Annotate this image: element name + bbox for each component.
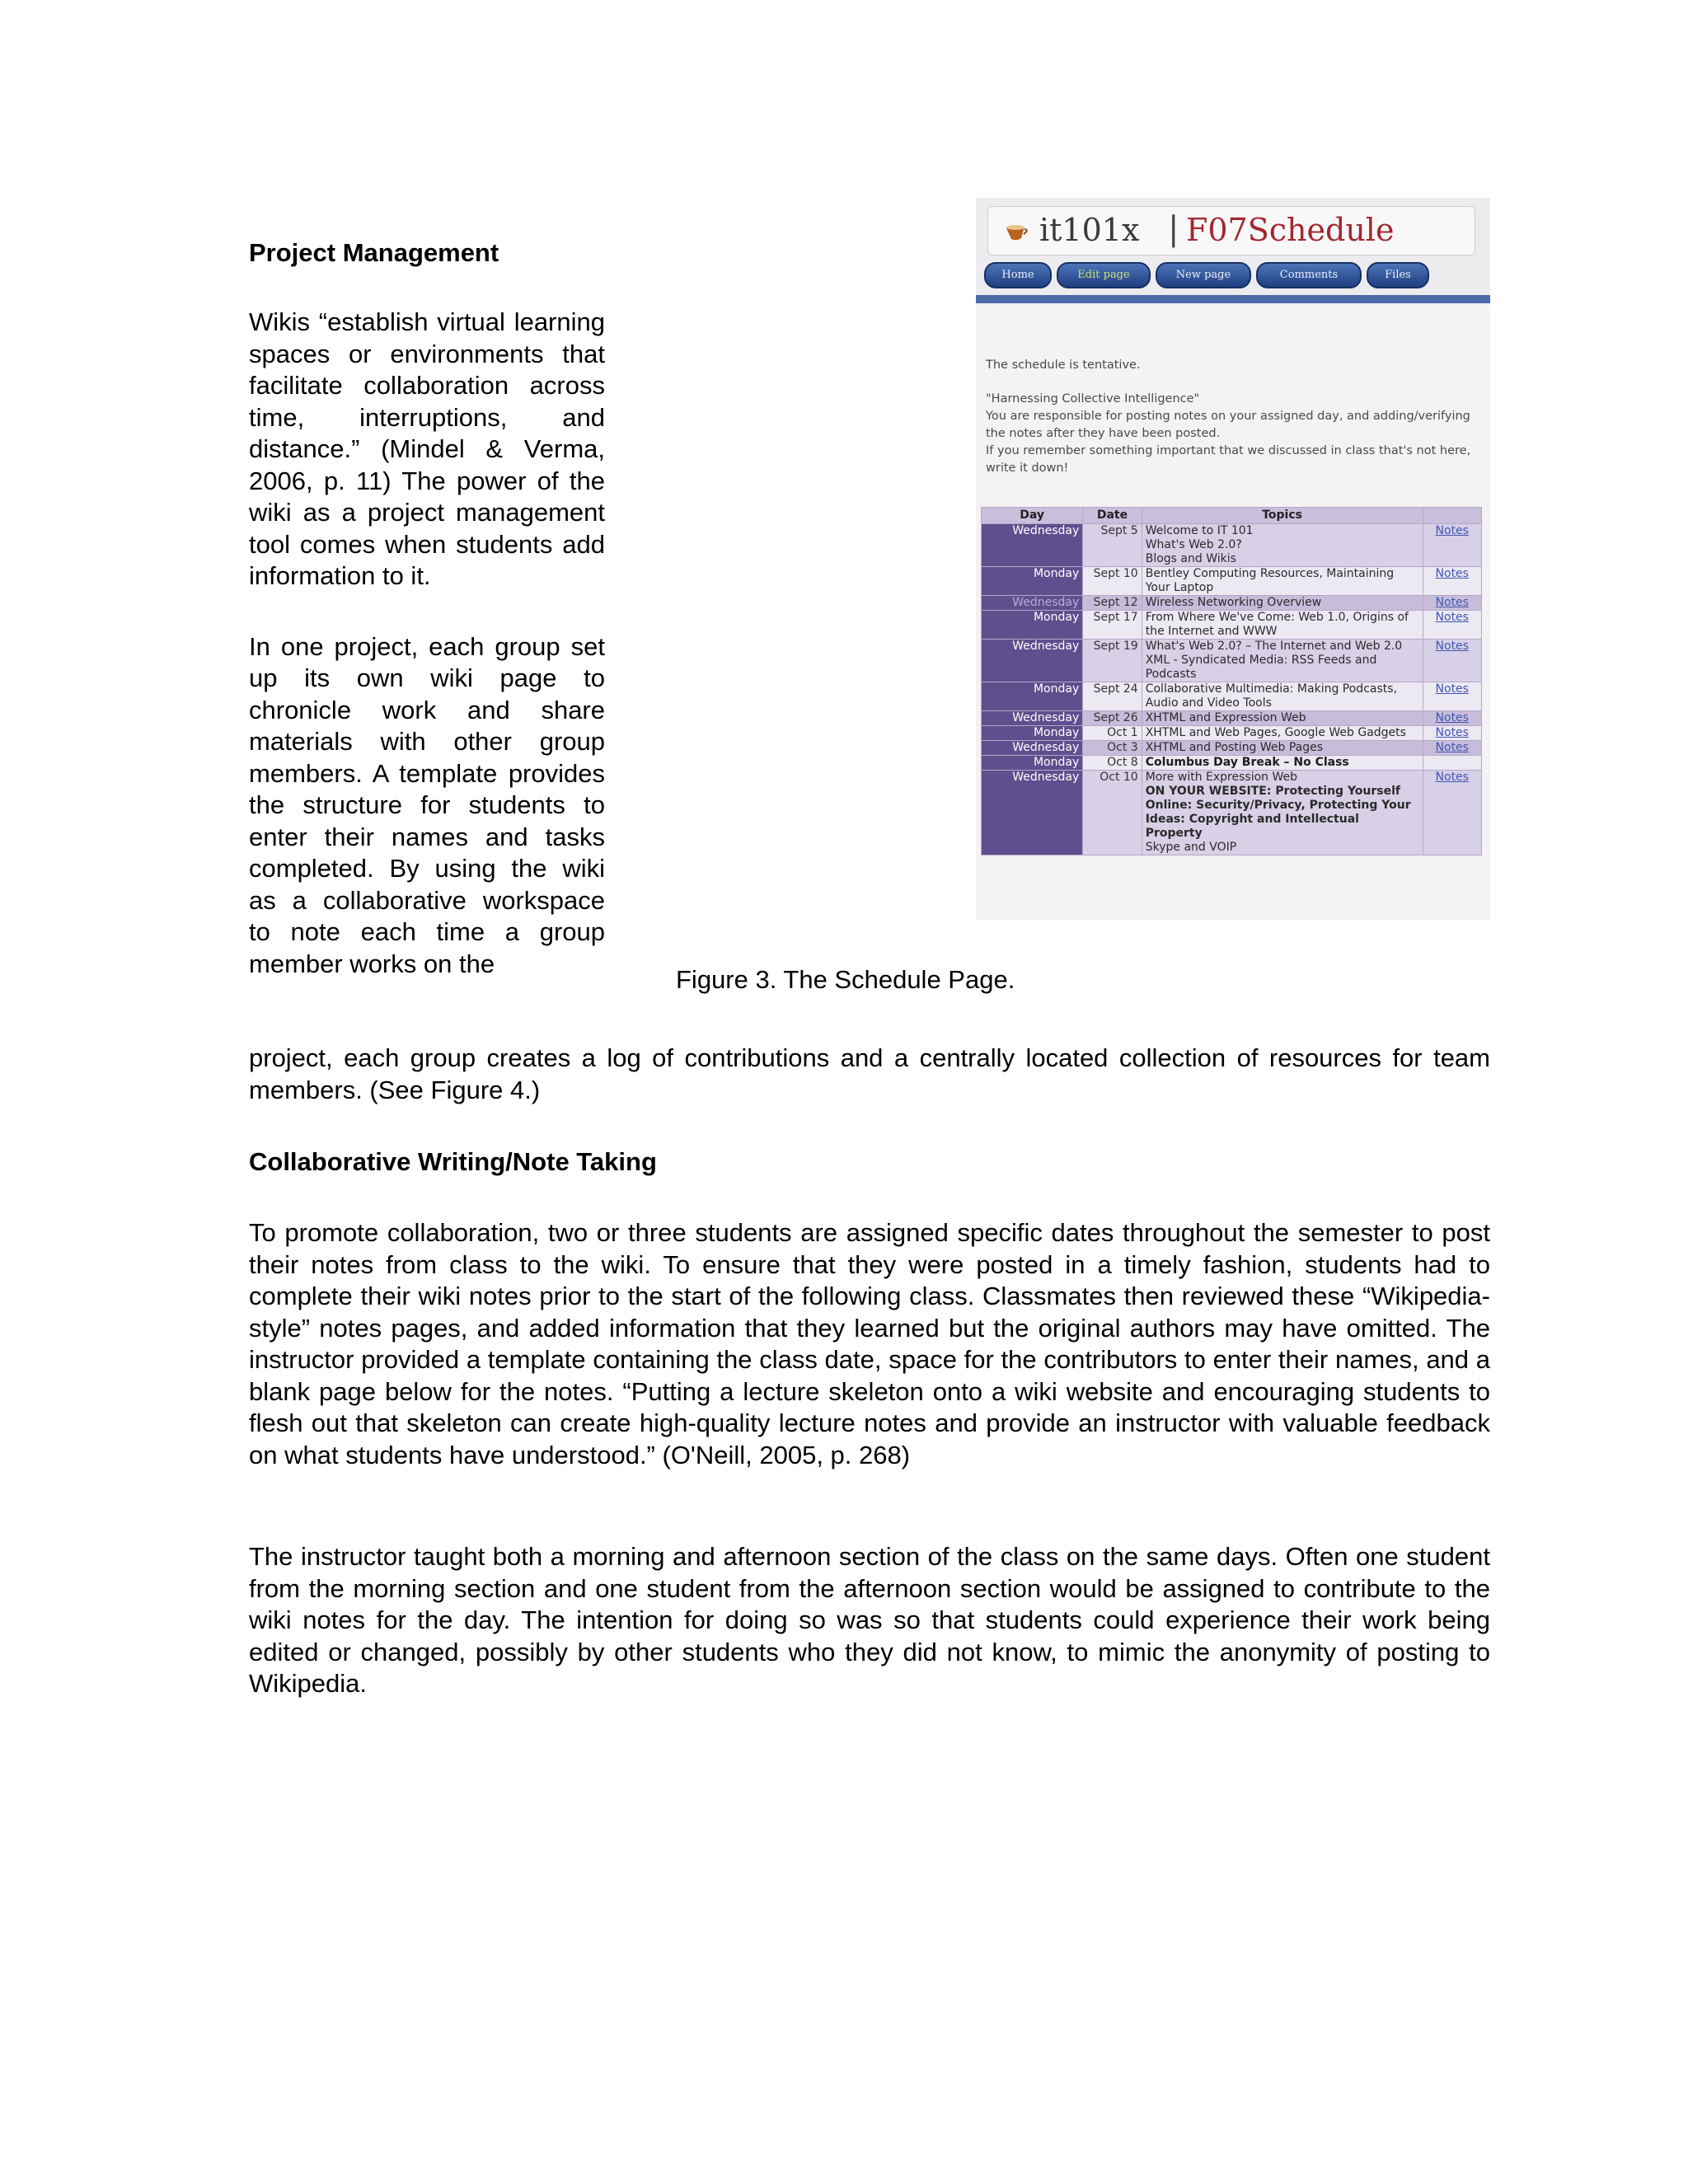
intro-line: "Harnessing Collective Intelligence" [986,392,1200,405]
header-notes [1423,508,1482,524]
row-day: Wednesday [982,771,1083,855]
notes-empty [1423,756,1482,771]
notes-link[interactable]: Notes [1423,711,1482,726]
row-topics: XHTML and Posting Web Pages [1142,741,1423,756]
intro-line: The schedule is tentative. [986,359,1141,372]
row-date: Oct 1 [1083,726,1142,741]
row-date: Sept 5 [1083,524,1142,567]
title-separator: | [1168,210,1179,248]
paragraph-wikis: Wikis “establish virtual learning spaces or environments that facilitate collaboration across time, interruptions, and distance.” (Mindel & Verma, 2006, p. 11) The power of the wiki as a project management tool comes when students add information to it. [249,307,605,590]
notes-link[interactable]: Notes [1423,682,1482,711]
row-date: Sept 26 [1083,711,1142,726]
row-topics: XHTML and Expression Web [1142,711,1423,726]
notes-link[interactable]: Notes [1423,567,1482,596]
row-topics: Welcome to IT 101 What's Web 2.0? Blogs and Wikis [1142,524,1423,567]
intro-line: You are responsible for posting notes on your assigned day, and adding/verifying the notes after they have been posted. [986,410,1470,440]
row-day: Monday [982,682,1083,711]
figure-caption: Figure 3. The Schedule Page. [676,965,1015,994]
paragraph-instructor: The instructor taught both a morning and afternoon section of the class on the same days. Often one student from the morning section and one student from the afternoon section would be assigned to contribute to the wiki notes for the day. The intention for doing so was so that students could experience their work being edited or changed, possibly by other students who they did not know, to mimic the anonymity of posting to Wikipedia. [249,1542,1490,1698]
wiki-header [976,198,1490,303]
row-topics: Columbus Day Break – No Class [1142,756,1423,771]
notes-link[interactable]: Notes [1423,726,1482,741]
row-day: Wednesday [982,640,1083,682]
table-row [982,741,1482,756]
nav-button-files[interactable]: Files [1367,262,1429,288]
paragraph-group-project-part2: project, each group creates a log of contributions and a centrally located collection of resources for team members. (See Figure 4.) [249,1043,1490,1104]
table-row [982,640,1482,682]
row-date: Sept 10 [1083,567,1142,596]
topic-line: More with Expression Web [1145,771,1297,784]
notes-link[interactable]: Notes [1423,771,1482,855]
table-header-row [982,508,1482,524]
notes-link[interactable]: Notes [1423,741,1482,756]
wiki-logo [987,206,1475,255]
row-day: Monday [982,611,1083,640]
row-day: Monday [982,726,1083,741]
row-date: Oct 10 [1083,771,1142,855]
row-date: Oct 3 [1083,741,1142,756]
row-date: Sept 19 [1083,640,1142,682]
header-day: Day [982,508,1083,524]
table-row [982,711,1482,726]
table-row [982,726,1482,741]
paragraph-collaboration: To promote collaboration, two or three students are assigned specific dates throughout the semester to post their notes from class to the wiki. To ensure that they were posted in a timely fashion, students had to complete their wiki notes prior to the start of the following class. Classmates then reviewed these “Wikipedia-style” notes pages, and added information that they learned but the original authors may have omitted. The instructor provided a template containing the class date, space for the contributors to enter their names, and a blank page below for the notes. “Putting a lecture skeleton onto a wiki website and encouraging students to flesh out that skeleton can create high-quality lecture notes and provide an instructor with valuable feedback on what students have understood.” (O'Neill, 2005, p. 268) [249,1218,1490,1469]
row-day: Monday [982,567,1083,596]
page-name: F07Schedule [1186,212,1395,248]
row-date: Sept 24 [1083,682,1142,711]
row-topics [1142,771,1423,855]
paragraph-group-project-part1: In one project, each group set up its own wiki page to chronicle work and share materials with other group members. A template provides the structure for students to enter their names and tasks completed. By using the wiki as a collaborative workspace to note each time a group member works on the [249,631,605,978]
schedule-table [981,507,1482,855]
header-topics: Topics [1142,508,1423,524]
notes-link[interactable]: Notes [1423,524,1482,567]
table-row [982,524,1482,567]
header-date: Date [1083,508,1142,524]
row-date: Sept 17 [1083,611,1142,640]
heading-project-management: Project Management [249,238,499,267]
notes-link[interactable]: Notes [1423,611,1482,640]
row-day: Wednesday [982,741,1083,756]
nav-button-home[interactable]: Home [984,262,1052,288]
table-row [982,567,1482,596]
nav-button-comments[interactable]: Comments [1256,262,1362,288]
row-day: Wednesday [982,711,1083,726]
header-divider [976,295,1490,303]
table-row [982,596,1482,611]
nav-button-new-page[interactable]: New page [1156,262,1251,288]
row-topics: From Where We've Come: Web 1.0, Origins of the Internet and WWW [1142,611,1423,640]
heading-collaborative-writing: Collaborative Writing/Note Taking [249,1147,657,1176]
schedule-page-screenshot [976,198,1490,920]
row-topics: Wireless Networking Overview [1142,596,1423,611]
row-topics: Collaborative Multimedia: Making Podcasts, Audio and Video Tools [1142,682,1423,711]
notes-link[interactable]: Notes [1423,640,1482,682]
row-topics: What's Web 2.0? – The Internet and Web 2.0 XML - Syndicated Media: RSS Feeds and Podcasts [1142,640,1423,682]
row-day: Wednesday [982,524,1083,567]
table-row [982,682,1482,711]
left-column [249,307,605,1019]
row-day: Wednesday [982,596,1083,611]
coffee-cup-icon [1005,222,1029,241]
table-row [982,771,1482,855]
row-day: Monday [982,756,1083,771]
topic-line: Skype and VOIP [1145,841,1237,854]
intro-line: If you remember something important that we discussed in class that's not here, write it down! [986,444,1471,475]
row-topics: Bentley Computing Resources, Maintaining Your Laptop [1142,567,1423,596]
schedule-intro [986,357,1480,477]
row-date: Sept 12 [1083,596,1142,611]
site-name: it101x [1039,212,1140,248]
row-date: Oct 8 [1083,756,1142,771]
topic-bold-line: ON YOUR WEBSITE: Protecting Yourself Online: Security/Privacy, Protecting Your Ideas: Copyright and Intellectual Property [1145,785,1411,840]
table-row [982,756,1482,771]
nav-button-edit-page[interactable]: Edit page [1057,262,1151,288]
notes-link[interactable]: Notes [1423,596,1482,611]
row-topics: XHTML and Web Pages, Google Web Gadgets [1142,726,1423,741]
table-row [982,611,1482,640]
